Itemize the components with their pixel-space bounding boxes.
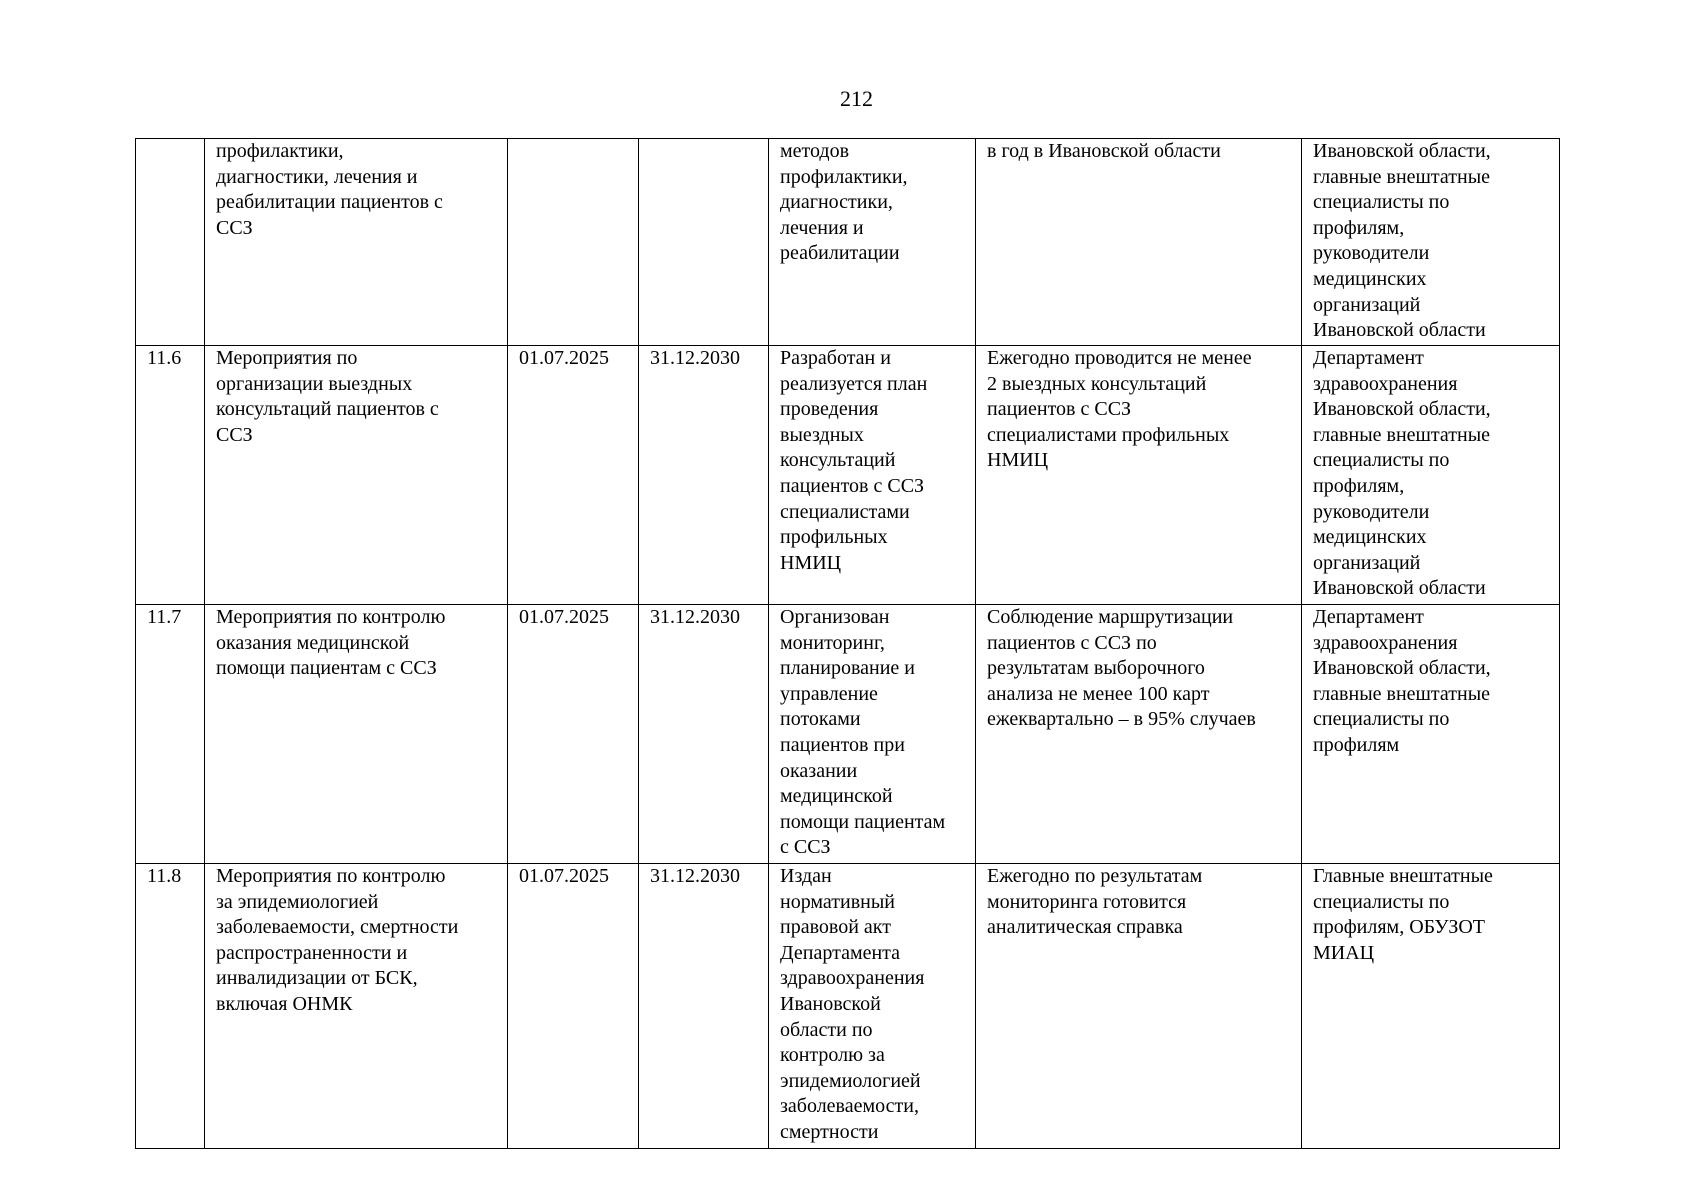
expected-result-cell (769, 139, 976, 346)
cell-text-line: за эпидемиологией (216, 890, 379, 913)
cell-text-line: ССЗ (216, 423, 253, 446)
cell-text-line: Соблюдение маршрутизации (987, 606, 1234, 628)
cell-text-line: пациентов с ССЗ (987, 398, 1132, 421)
start-date-cell (508, 139, 639, 346)
cell-text-line: профилактики, (780, 165, 908, 188)
cell-text-line: 11.6 (147, 347, 182, 369)
cell-text-line: Департамент (1313, 347, 1424, 369)
cell-text-line: помощи пациентам (780, 810, 946, 833)
cell-text-line: профилактики, (216, 140, 344, 162)
cell-text-line: 31.12.2030 (650, 865, 740, 887)
measure-number-cell (136, 864, 205, 1149)
cell-text-line: анализа не менее 100 карт (987, 682, 1210, 705)
cell-text-line: выездных (780, 423, 864, 446)
cell-text-line: с ССЗ (780, 836, 831, 859)
cell-text-line: Ежегодно проводится не менее (987, 347, 1252, 369)
table-row (136, 139, 1560, 346)
cell-text-line: правовой акт (780, 916, 891, 939)
cell-text-line: аналитическая справка (987, 916, 1183, 939)
cell-text-line: 01.07.2025 (519, 347, 609, 369)
cell-text-line: 11.8 (147, 865, 182, 887)
indicator-cell (976, 346, 1302, 605)
cell-text-line: специалисты по (1313, 708, 1450, 731)
cell-text-line: мониторинга готовится (987, 890, 1187, 913)
cell-text-line: реализуется план (780, 372, 928, 395)
cell-text-line: Мероприятия по контролю (216, 865, 446, 887)
cell-text-line: специалисты по (1313, 890, 1450, 913)
end-date-cell (639, 864, 769, 1149)
start-date-cell (508, 864, 639, 1149)
cell-text-line: области по (780, 1018, 873, 1041)
measure-number-cell (136, 605, 205, 864)
cell-text-line: главные внештатные (1313, 165, 1491, 188)
cell-text-line: профилям, ОБУЗОТ (1313, 916, 1486, 939)
cell-text-line: Разработан и (780, 347, 891, 369)
start-date-cell (508, 605, 639, 864)
indicator-cell (976, 605, 1302, 864)
cell-text-line: управление (780, 682, 878, 705)
cell-text-line: главные внештатные (1313, 423, 1491, 446)
cell-text-line: организации выездных (216, 372, 413, 395)
measure-number-cell (136, 346, 205, 605)
table-row (136, 605, 1560, 864)
cell-text-line: результатам выборочного (987, 657, 1205, 680)
cell-text-line: смертности (780, 1120, 879, 1143)
cell-text-line: Ивановской области, (1313, 657, 1491, 680)
cell-text-line: 31.12.2030 (650, 606, 740, 628)
cell-text-line: специалистами (780, 500, 910, 523)
cell-text-line: консультаций пациентов с (216, 398, 439, 421)
cell-text-line: организаций (1313, 551, 1421, 574)
cell-text-line: Ежегодно по результатам (987, 865, 1203, 887)
cell-text-line: 11.7 (147, 606, 182, 628)
cell-text-line: помощи пациентам с ССЗ (216, 657, 437, 680)
table-row (136, 864, 1560, 1149)
measure-name-cell (205, 864, 508, 1149)
cell-text-line: специалистами профильных (987, 423, 1230, 446)
cell-text-line: 01.07.2025 (519, 606, 609, 628)
cell-text-line: инвалидизации от БСК, (216, 967, 418, 990)
cell-text-line: НМИЦ (987, 449, 1049, 472)
end-date-cell (639, 605, 769, 864)
cell-text-line: здравоохранения (1313, 372, 1458, 395)
responsible-cell (1302, 864, 1560, 1149)
cell-text-line: Ивановской области (1313, 319, 1486, 342)
cell-text-line: организаций (1313, 293, 1421, 316)
cell-text-line: Департамент (1313, 606, 1424, 628)
cell-text-line: лечения и (780, 216, 864, 239)
cell-text-line: заболеваемости, смертности (216, 916, 459, 939)
cell-text-line: распространенности и (216, 941, 408, 964)
cell-text-line: медицинских (1313, 267, 1427, 290)
cell-text-line: НМИЦ (780, 551, 842, 574)
cell-text-line: главные внештатные (1313, 682, 1491, 705)
end-date-cell (639, 139, 769, 346)
cell-text-line: Ивановской области, (1313, 140, 1491, 162)
cell-text-line: профильных (780, 526, 888, 549)
cell-text-line: в год в Ивановской области (987, 140, 1221, 162)
cell-text-line: нормативный (780, 890, 896, 913)
cell-text-line: планирование и (780, 657, 916, 680)
expected-result-cell (769, 346, 976, 605)
responsible-cell (1302, 346, 1560, 605)
cell-text-line: медицинской (780, 785, 893, 808)
indicator-cell (976, 139, 1302, 346)
cell-text-line: реабилитации (780, 242, 900, 265)
cell-text-line: потоками (780, 708, 861, 731)
cell-text-line: Мероприятия по (216, 347, 358, 369)
cell-text-line: специалисты по (1313, 191, 1450, 214)
cell-text-line: медицинских (1313, 526, 1427, 549)
cell-text-line: 2 выездных консультаций (987, 372, 1207, 395)
cell-text-line: ССЗ (216, 216, 253, 239)
cell-text-line: пациентов с ССЗ (780, 474, 925, 497)
cell-text-line: профилям, (1313, 474, 1405, 497)
cell-text-line: включая ОНМК (216, 992, 353, 1015)
cell-text-line: заболеваемости, (780, 1095, 919, 1118)
cell-text-line: профилям (1313, 733, 1400, 756)
cell-text-line: Ивановской области (1313, 577, 1486, 600)
cell-text-line: Департамента (780, 941, 901, 964)
cell-text-line: Издан (780, 865, 832, 887)
cell-text-line: диагностики, лечения и (216, 165, 418, 188)
responsible-cell (1302, 605, 1560, 864)
cell-text-line: реабилитации пациентов с (216, 191, 443, 214)
cell-text-line: Организован (780, 606, 890, 628)
cell-text-line: руководители (1313, 242, 1430, 265)
cell-text-line: оказания медицинской (216, 631, 410, 654)
cell-text-line: эпидемиологией (780, 1069, 921, 1092)
cell-text-line: здравоохранения (780, 967, 925, 990)
cell-text-line: 01.07.2025 (519, 865, 609, 887)
cell-text-line: Мероприятия по контролю (216, 606, 446, 628)
measures-table-body (136, 139, 1560, 1149)
cell-text-line: здравоохранения (1313, 631, 1458, 654)
cell-text-line: контролю за (780, 1044, 885, 1067)
end-date-cell (639, 346, 769, 605)
cell-text-line: проведения (780, 398, 879, 421)
measure-name-cell (205, 346, 508, 605)
cell-text-line: МИАЦ (1313, 941, 1375, 964)
measures-table (135, 138, 1560, 1149)
cell-text-line: Ивановской области, (1313, 398, 1491, 421)
cell-text-line: 31.12.2030 (650, 347, 740, 369)
indicator-cell (976, 864, 1302, 1149)
measure-number-cell (136, 139, 205, 346)
measure-name-cell (205, 605, 508, 864)
cell-text-line: методов (780, 140, 850, 162)
cell-text-line: диагностики, (780, 191, 893, 214)
cell-text-line: руководители (1313, 500, 1430, 523)
expected-result-cell (769, 864, 976, 1149)
cell-text-line: пациентов с ССЗ по (987, 631, 1157, 654)
expected-result-cell (769, 605, 976, 864)
cell-text-line: Ивановской (780, 992, 881, 1015)
measure-name-cell (205, 139, 508, 346)
cell-text-line: Главные внештатные (1313, 865, 1493, 887)
cell-text-line: ежеквартально – в 95% случаев (987, 708, 1256, 731)
cell-text-line: профилям, (1313, 216, 1405, 239)
cell-text-line: пациентов при (780, 733, 905, 756)
cell-text-line: специалисты по (1313, 449, 1450, 472)
start-date-cell (508, 346, 639, 605)
cell-text-line: консультаций (780, 449, 896, 472)
table-row (136, 346, 1560, 605)
page-number: 212 (840, 86, 873, 111)
cell-text-line: мониторинг, (780, 631, 885, 654)
responsible-cell (1302, 139, 1560, 346)
cell-text-line: оказании (780, 759, 858, 782)
